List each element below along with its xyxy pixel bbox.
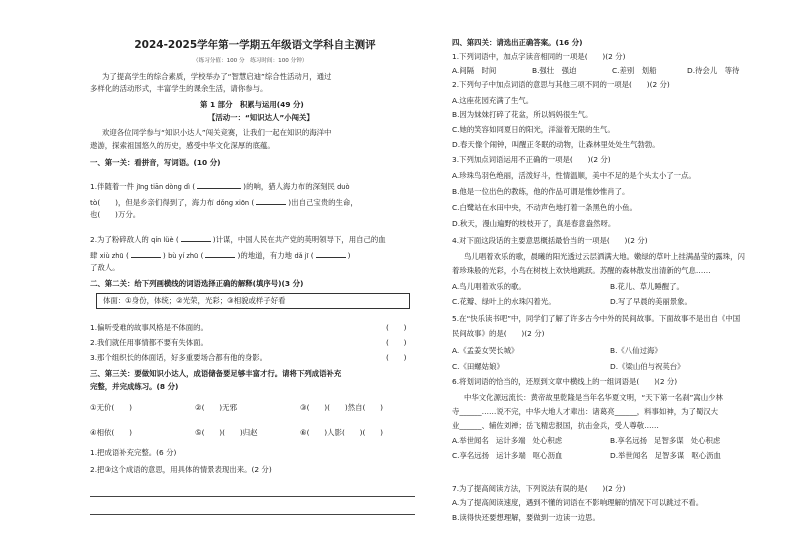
q4-6-opt-a[interactable]: A.举世闻名 运计多端 处心积虑	[452, 436, 563, 445]
q3-idiom-2[interactable]: ②( )无邪	[195, 403, 237, 412]
q4-6-para-1: 中华文化源远流长：黄帝故里乾隆是当年名华夏文明，“天下第一名刹”嵩山少林	[464, 393, 723, 402]
q4-5-stem-2: 民间故事》的是( )(2 分)	[452, 329, 545, 338]
q4-7-opt-b[interactable]: B.读得快还要想理解，要做到一边读一边思。	[452, 513, 600, 522]
q4-5-stem: 5.在“快乐读书吧”中，同学们了解了许多古今中外的民间故事。下面故事不是出自《中国	[452, 314, 741, 323]
q2-definition-box: 体面：①身份，体统；②光荣，光彩；③相貌或样子好看	[96, 293, 410, 309]
q4-3-opt-d[interactable]: D.秋天，漫山遍野的枝枝开了，真是春意盎然呀。	[452, 219, 616, 228]
answer-line-2[interactable]	[90, 514, 415, 515]
q3-idiom-5[interactable]: ⑤( )( )归赵	[195, 428, 258, 437]
q4-7-stem: 7.为了提高阅读方法，下列说法有误的是( )(2 分)	[452, 484, 626, 493]
q2-item-2-paren[interactable]: ( )	[386, 338, 407, 347]
intro-line-2: 多样化的活动形式，丰富学生的课余生活，请你参与。	[90, 84, 268, 93]
q4-4-para-1: 鸟儿唱着欢乐的歌，晨曦的阳光透过云层洒满大地。嫩绿的草叶上挂满晶莹的露珠，闪	[464, 252, 745, 261]
q4-1-opt-a[interactable]: A.间隔 时间	[452, 66, 497, 75]
q4-1-stem: 1.下列词语中，加点字读音相同的一项是( )(2 分)	[452, 52, 626, 61]
q4-2-opt-c[interactable]: C.她的笑容如同夏日的阳光，洋溢着无限的生气。	[452, 125, 615, 134]
q4-3-opt-b[interactable]: B.他是一位出色的教练，他的作品可谓是惟妙惟肖了。	[452, 187, 630, 196]
q3-idiom-6[interactable]: ⑥( )人影( )( )	[300, 428, 384, 437]
q3-heading-2: 完整，并完成练习。(8 分)	[90, 382, 179, 391]
welcome-line-2: 遨游，探索祖国悠久的历史，感受中华文化深厚的底蕴。	[90, 141, 275, 150]
q4-4-para-2: 着珍珠般的光彩，小鸟在树枝上欢快地跳跃。苏醒的森林散发出清新的气息……	[452, 266, 711, 275]
intro-line-1: 为了提高学生的综合素质，学校举办了“智慧启迪”综合性活动月，通过	[102, 72, 332, 81]
q3-sub-1: 1.把成语补充完整。(6 分)	[90, 448, 177, 457]
q4-1-opt-b[interactable]: B.强壮 强迫	[532, 66, 577, 75]
q4-5-opt-c[interactable]: C.《田螺姑娘》	[452, 362, 504, 371]
part1-heading: 第 1 部分 积累与运用(49 分)	[200, 100, 304, 109]
q2-item-1: 1.偏听受难的故事风格是不体面的。	[90, 323, 208, 332]
q2-item-3: 3.那个组织长的体面话，好多重要场合都有他的身影。	[90, 353, 268, 362]
q4-3-opt-a[interactable]: A.珍珠鸟羽色绝丽，活泼好斗，性情温顺，美中不足的是个头太小了一点。	[452, 171, 696, 180]
q4-heading: 四、第四关：请选出正确答案。(16 分)	[452, 38, 583, 47]
q4-4-opt-b[interactable]: B.花儿、草儿睡醒了。	[610, 282, 684, 291]
q3-sub-2: 2.把③这个成语的意思，用具体的情景表现出来。(2 分)	[90, 465, 272, 474]
q4-3-opt-c[interactable]: C.白鹭站在水田中央，不动声色地打着一条黑色的小鱼。	[452, 203, 637, 212]
q1-line-2: tò( )，但是乡亲们得到了，海力布 dǒng xiōn ( )出自己宝贵的生命，	[90, 198, 358, 207]
q4-5-opt-d[interactable]: D.《梁山伯与祝英台》	[610, 362, 685, 371]
q4-6-opt-c[interactable]: C.享名远扬 运计多端 呕心沥血	[452, 451, 563, 460]
q4-5-opt-a[interactable]: A.《孟姜女哭长城》	[452, 346, 519, 355]
q4-2-opt-a[interactable]: A.这座花园充满了生气。	[452, 96, 534, 105]
q3-idiom-4[interactable]: ④相依( )	[90, 428, 132, 437]
q4-6-stem: 6.将划词语的恰当的，还原到文章中横线上的一组词语是( )(2 分)	[452, 377, 678, 386]
q4-2-opt-d[interactable]: D.春天像个闹钟，叫醒正冬眠的动物，让森林里处处生气勃勃。	[452, 140, 660, 149]
q3-idiom-3[interactable]: ③( )( )然自( )	[300, 403, 384, 412]
q1-line-3: 也( )万分。	[90, 210, 141, 219]
q4-7-opt-a[interactable]: A.为了提高阅读速度，遇到不懂的词语在不影响理解的情况下可以跳过不看。	[452, 498, 704, 507]
q4-1-opt-c[interactable]: C.差别 划船	[612, 66, 657, 75]
q2-item-3-paren[interactable]: ( )	[386, 353, 407, 362]
q2-heading: 二、第二关：给下列画横线的词语选择正确的解释(填序号)(3 分)	[90, 279, 304, 288]
q4-6-para-3: 业______、辅佐刘禅；岳飞精忠报国，抗击金兵，受人尊敬……	[452, 421, 659, 430]
q2-item-2: 2.我们就任用事情都不要有失体面。	[90, 338, 208, 347]
q4-6-para-2: 寺______……说不完，中华大地人才辈出：诸葛亮______，料事如神，为了蜀汉大	[452, 407, 719, 416]
q4-6-opt-d[interactable]: D.举世闻名 足智多谋 呕心沥血	[610, 451, 721, 460]
q4-1-opt-d[interactable]: D.待会儿 等待	[687, 66, 740, 75]
exam-meta: （练习分值：100 分 练习时间：100 分钟）	[193, 58, 308, 64]
q1-line-6: 了敌人。	[90, 263, 120, 272]
q3-idiom-1[interactable]: ①无价( )	[90, 403, 132, 412]
q4-4-opt-d[interactable]: D.写了早晨的美丽景象。	[610, 297, 692, 306]
q1-heading: 一、第一关：看拼音，写词语。(10 分)	[90, 158, 221, 167]
q1-line-1: 1.伴随着一件 jīng tiān dòng dì ( )的响，猎人海力布的深刻民 duò	[90, 182, 350, 191]
q2-item-1-paren[interactable]: ( )	[386, 323, 407, 332]
q4-6-opt-b[interactable]: B.享名远扬 足智多谋 处心积虑	[610, 436, 721, 445]
answer-line-1[interactable]	[90, 496, 415, 497]
q1-line-4: 2.为了粉碎敌人的 qín lüè ( )计谋，中国人民在共产党的英明领导下，用自己的血	[90, 235, 386, 244]
activity1-heading: 【活动一：“知识达人”小闯关】	[208, 113, 314, 122]
q3-heading: 三、第三关：要做知识小达人，成语储备要足够丰富才行。请将下列成语补充	[90, 369, 342, 378]
q4-2-opt-b[interactable]: B.因为妹妹打碎了花盆，所以妈妈很生气。	[452, 110, 593, 119]
q4-4-stem: 4.对下面这段话的主要意思概括最恰当的一项是( )(2 分)	[452, 236, 648, 245]
q4-4-opt-c[interactable]: C.花瓣、绿叶上的水珠闪着光。	[452, 297, 556, 306]
welcome-line-1: 欢迎各位同学参与“知识小达人”闯关竞赛，让我们一起在知识的海洋中	[102, 128, 332, 137]
exam-title: 2024-2025学年第一学期五年级语文学科自主测评	[134, 39, 376, 51]
q4-5-opt-b[interactable]: B.《八仙过海》	[610, 346, 662, 355]
q1-line-5: 肆 xiù zhū ( ) bù yí zhū ( )的地道，有力地 dǎ jī ( )	[90, 251, 351, 260]
q4-2-stem: 2.下列句子中加点词语的意思与其他三项不同的一项是( )(2 分)	[452, 80, 670, 89]
q4-3-stem: 3.下列加点词语运用不正确的一项是( )(2 分)	[452, 155, 611, 164]
q4-4-opt-a[interactable]: A.鸟儿唱着欢乐的歌。	[452, 282, 526, 291]
